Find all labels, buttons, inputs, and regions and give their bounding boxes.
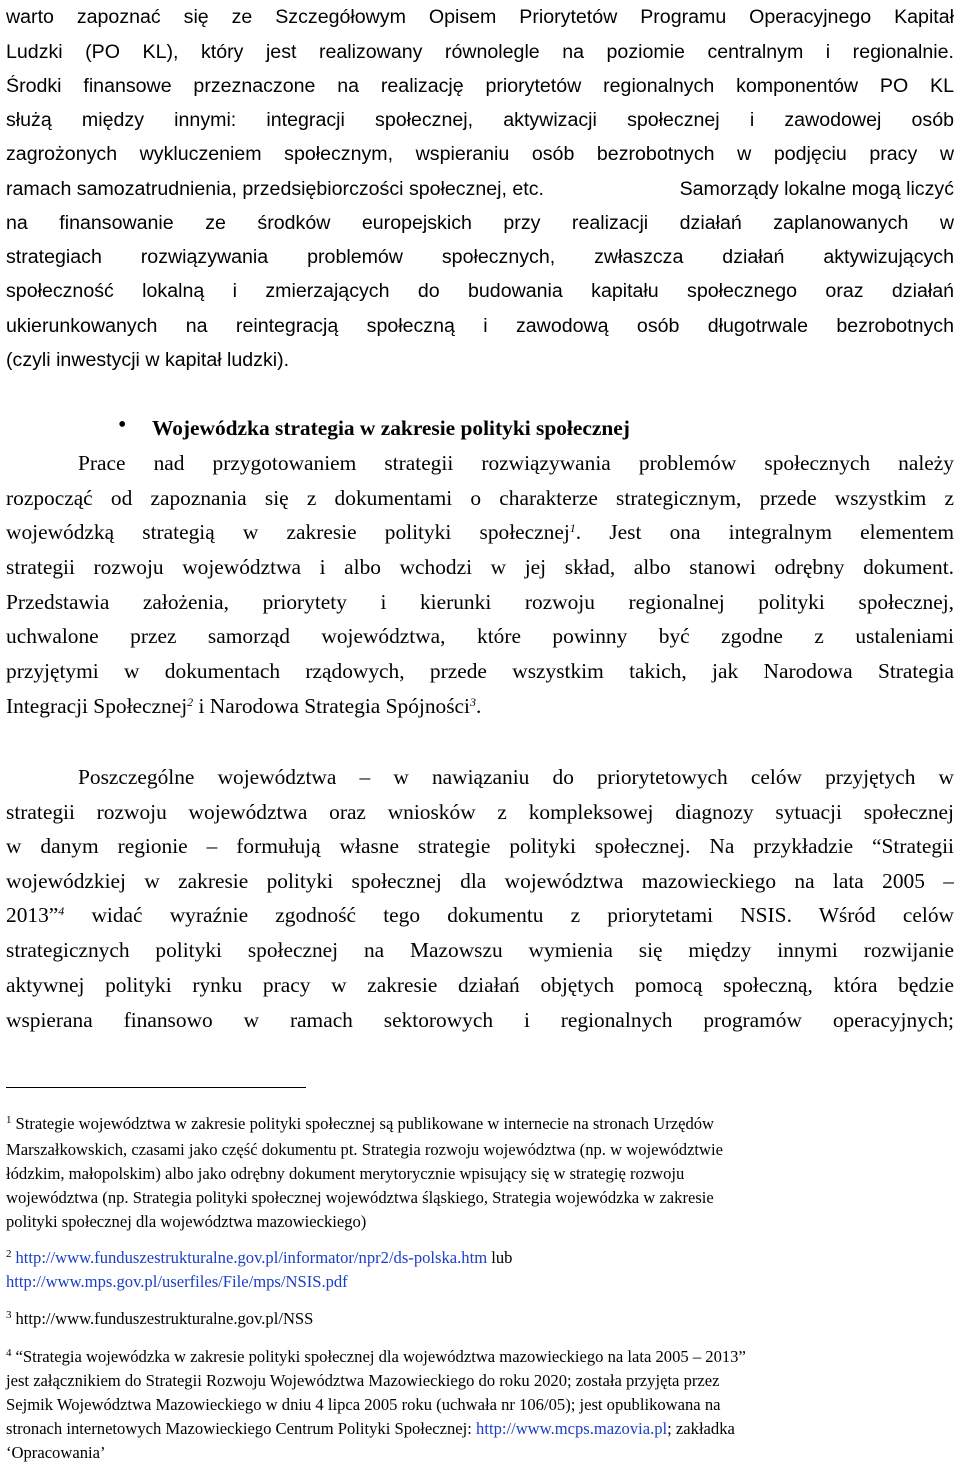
para2-line [6, 520, 954, 545]
footnote-number: 2 [6, 1248, 12, 1260]
footnote-4 [6, 1347, 954, 1367]
footnote-text: stronach internetowych Mazowieckiego Centrum Polityki Społecznej: [6, 1419, 477, 1438]
footnote-text: “Strategia wojewódzka w zakresie polityki społecznej dla województwa mazowieckiego na lata 2005 – 2013” [15, 1347, 746, 1366]
footnote-text: ; zakładka [667, 1419, 735, 1438]
intro-line-text: ramach samozatrudnienia, przedsiębiorczości społecznej, etc. [6, 178, 544, 200]
para2-line [6, 694, 954, 719]
footnote-2-line [6, 1272, 954, 1292]
footnote-ref-2[interactable]: 2 [187, 695, 194, 709]
intro-line: służą między innymi: integracji społecznej, aktywizacji społecznej i zawodowej osób [6, 109, 954, 131]
footnote-link[interactable]: http://www.mps.gov.pl/userfiles/File/mps/NSIS.pdf [6, 1272, 348, 1291]
intro-line: Środki finansowe przeznaczone na realizację priorytetów regionalnych komponentów PO KL [6, 75, 954, 97]
para3-text: widać wyraźnie zgodność tego dokumentu z priorytetami NSIS. Wśród celów [64, 903, 954, 927]
intro-line: Ludzki (PO KL), który jest realizowany równolegle na poziomie centralnym i regionalnie. [6, 41, 954, 63]
footnote-4-line: jest załącznikiem do Strategii Rozwoju Województwa Mazowieckiego do roku 2020; została przyjęta przez [6, 1371, 720, 1390]
intro-line: na finansowanie ze środków europejskich przy realizacji działań zaplanowanych w [6, 212, 954, 234]
para2-line: rozpocząć od zapoznania się z dokumentami o charakterze strategicznym, przede wszystkim z [6, 486, 954, 510]
footnote-1-line: województwa (np. Strategia polityki społecznej województwa śląskiego, Strategia wojewódzka w zakresie [6, 1188, 714, 1207]
footnote-number: 4 [6, 1347, 12, 1359]
para3-line: w danym regionie – formułują własne strategie polityki społecznej. Na przykładzie “Strategii [6, 834, 954, 858]
footnote-separator [6, 1087, 306, 1088]
footnote-number: 3 [6, 1309, 12, 1321]
para3-line: Poszczególne województwa – w nawiązaniu do priorytetowych celów przyjętych w [78, 765, 954, 789]
section-heading: Wojewódzka strategia w zakresie polityki społecznej [152, 416, 630, 440]
para3-line: strategicznych polityki społecznej na Mazowszu wymienia się między innymi rozwijanie [6, 938, 954, 962]
para3-line: wojewódzkiej w zakresie polityki społecznej dla województwa mazowieckiego na lata 2005 – [6, 869, 954, 893]
footnote-ref-4[interactable]: 4 [58, 904, 65, 918]
intro-line-text: Samorządy lokalne mogą liczyć [679, 178, 954, 200]
footnote-number: 1 [6, 1114, 12, 1126]
para2-line: Przedstawia założenia, priorytety i kierunki rozwoju regionalnej polityki społecznej, [6, 590, 954, 614]
footnote-link[interactable]: http://www.funduszestrukturalne.gov.pl/informator/npr2/ds-polska.htm [15, 1248, 488, 1267]
intro-line: zagrożonych wykluczeniem społecznym, wspieraniu osób bezrobotnych w podjęciu pracy w [6, 143, 954, 165]
para3-text: 2013” [6, 903, 59, 927]
footnote-text: lub [487, 1248, 513, 1267]
para2-text: Integracji Społecznej [6, 694, 188, 718]
footnote-1-line: polityki społecznej dla województwa mazowieckiego) [6, 1212, 367, 1231]
footnote-4-line: ‘Opracowania’ [6, 1443, 106, 1462]
para2-line: uchwalone przez samorząd województwa, które powinny być zgodne z ustaleniami [6, 624, 954, 648]
footnote-link[interactable]: http://www.mcps.mazovia.pl [476, 1419, 668, 1438]
para3-line: wspierana finansowo w ramach sektorowych i regionalnych programów operacyjnych; [6, 1008, 954, 1032]
intro-line [6, 178, 954, 201]
footnote-1 [6, 1114, 954, 1134]
para2-line: strategii rozwoju województwa i albo wchodzi w jej skład, albo stanowi odrębny dokument. [6, 555, 954, 579]
intro-line: warto zapoznać się ze Szczegółowym Opisem Priorytetów Programu Operacyjnego Kapitał [6, 6, 954, 28]
para2-text: . Jest ona integralnym elementem [575, 520, 954, 544]
para2-line: Prace nad przygotowaniem strategii rozwiązywania problemów społecznych należy [78, 451, 954, 475]
intro-line: społeczność lokalną i zmierzających do budowania kapitału społecznego oraz działań [6, 280, 954, 302]
footnote-text: Strategie województwa w zakresie polityki społecznej są publikowane w internecie na stronach Urzędów [15, 1114, 715, 1133]
para3-line [6, 903, 954, 928]
footnote-ref-3[interactable]: 3 [470, 695, 476, 709]
para3-line: strategii rozwoju województwa oraz wniosków z kompleksowej diagnozy sytuacji społecznej [6, 800, 954, 824]
intro-line: (czyli inwestycji w kapitał ludzki). [6, 349, 290, 371]
footnote-1-line: Marszałkowskich, czasami jako część dokumentu pt. Strategia rozwoju województwa (np. w województwie [6, 1140, 723, 1159]
footnote-2 [6, 1248, 954, 1268]
para2-text: . [476, 694, 482, 718]
footnote-ref-1[interactable]: 1 [569, 521, 576, 535]
footnote-4-line [6, 1419, 954, 1439]
para2-line: przyjętymi w dokumentach rządowych, przede wszystkim takich, jak Narodowa Strategia [6, 659, 954, 683]
para2-text: wojewódzką strategią w zakresie polityki społecznej [6, 520, 570, 544]
footnote-text: http://www.funduszestrukturalne.gov.pl/NSS [15, 1309, 314, 1328]
intro-line: ukierunkowanych na reintegracją społeczną i zawodową osób długotrwale bezrobotnych [6, 315, 954, 337]
footnote-4-line: Sejmik Województwa Mazowieckiego w dniu 4 lipca 2005 roku (uchwała nr 106/05); jest opublikowana na [6, 1395, 721, 1414]
bullet-icon: • [118, 412, 127, 438]
footnote-3 [6, 1309, 954, 1329]
intro-line: strategiach rozwiązywania problemów społecznych, zwłaszcza działań aktywizujących [6, 246, 954, 268]
footnote-1-line: łódzkim, małopolskim) albo jako odrębny dokument merytorycznie wpisujący się w strategię rozwoju [6, 1164, 685, 1183]
para3-line: aktywnej polityki rynku pracy w zakresie działań objętych pomocą społeczną, która będzie [6, 973, 954, 997]
para2-text: i Narodowa Strategia Spójności [193, 694, 470, 718]
